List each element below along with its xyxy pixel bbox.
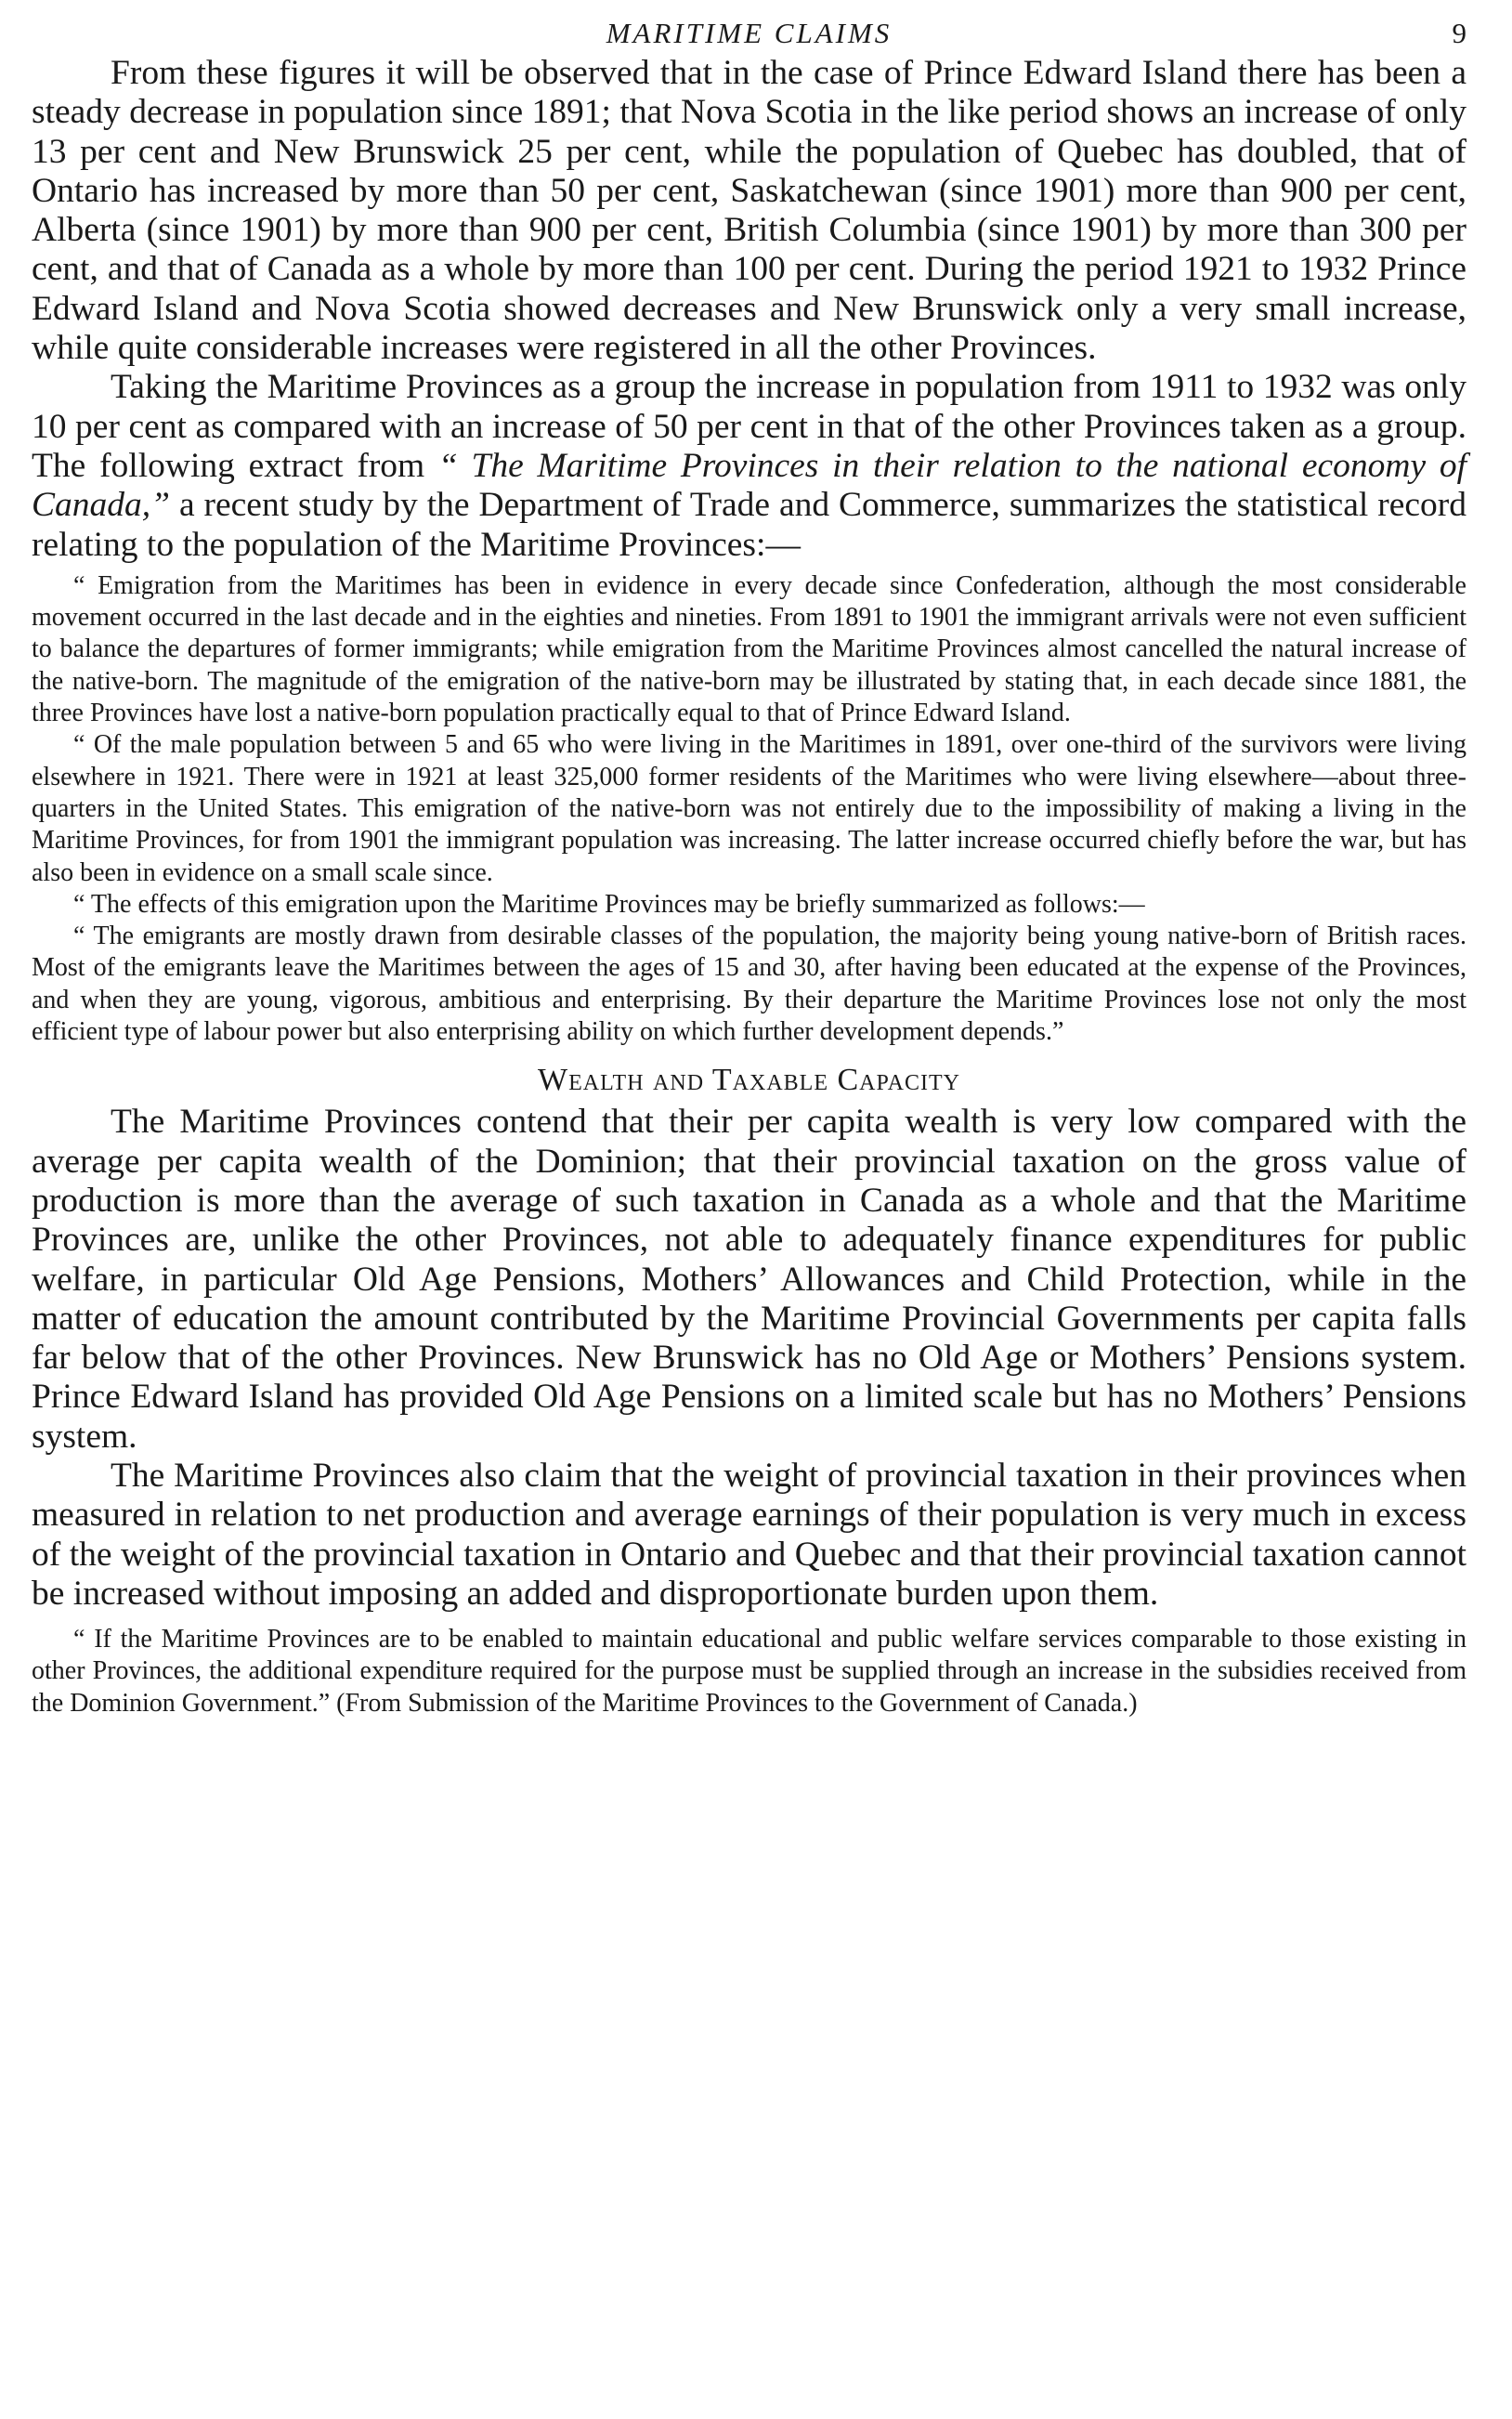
paragraph-maritime-group-increase [32, 368, 1466, 564]
document-page [32, 13, 1466, 1719]
paragraph-wealth-claims: The Maritime Provinces contend that their per capita wealth is very low compared with the average per capita wealth of the Dominion; that their provincial taxation on the gross value of production is more than the average of such taxation in Canada as a whole and that the Maritime Provinces are, unlike the other Provinces, not able to adequately finance expenditures for public welfare, in particular Old Age Pensions, Mothers’ Allowances and Child Protection, while in the matter of education the amount contributed by the Maritime Provincial Governments per capita falls far below that of the other Provinces. New Brunswick has no Old Age or Mothers’ Pensions system. Prince Edward Island has provided Old Age Pensions on a limited scale but has no Mothers’ Pensions system. [32, 1103, 1466, 1456]
quote-effects-intro: “ The effects of this emigration upon the Maritime Provinces may be briefly summarized as follows:— [73, 889, 1145, 919]
quote-male-population: “ Of the male population between 5 and 65 who were living in the Maritimes in 1891, over one-third of the survivors were living elsewhere in 1921. There were in 1921 at least 325,000 former residents of the Maritimes who were living elsewhere—about three-quarters in the United States. This emigration of the native-born was not entirely due to the impossibility of making a living in the Maritime Provinces, for from 1901 the immigrant population was increasing. The latter increase occurred chiefly before the war, but has also been in evidence on a small scale since. [32, 730, 1466, 887]
paragraph-taxation-claims: The Maritime Provinces also claim that the weight of provincial taxation in their provinces when measured in relation to net production and average earnings of their population is very much in excess of the weight of the provincial taxation in Ontario and Quebec and that their provincial taxation cannot be increased without imposing an added and disproportionate burden upon them. [32, 1456, 1466, 1613]
study-title: “ The Maritime Provinces in their relation to the national economy of Canada,” [32, 446, 1467, 525]
quote-emigrant-classes: “ The emigrants are mostly drawn from desirable classes of the population, the majority being young native-born of British races. Most of the emigrants leave the Maritimes between the ages of 15 and 30, after having been educated at the expense of the Provinces, and when they are young, vigorous, ambitious and enterprising. By their departure the Maritime Provinces lose not only the most efficient type of labour power but also enterprising ability on which further development depends.” [32, 922, 1466, 1047]
paragraph-text: a recent study by the Department of Trade and Commerce, summarizes the statistical record relating to the population of the Maritime Provinces:— [32, 486, 1466, 564]
page-number: 9 [1452, 17, 1466, 49]
paragraph-population-figures: From these figures it will be observed that in the case of Prince Edward Island there has been a steady decrease in population since 1891; that Nova Scotia in the like period shows an increase of only 13 per cent and New Brunswick 25 per cent, while the population of Quebec has doubled, that of Ontario has increased by more than 50 per cent, Saskatchewan (since 1901) more than 900 per cent, Alberta (since 1901) by more than 900 per cent, British Columbia (since 1901) by more than 300 per cent, and that of Canada as a whole by more than 100 per cent. During the period 1921 to 1932 Prince Edward Island and Nova Scotia showed decreases and New Brunswick only a very small increase, while quite considerable increases were registered in all the other Provinces. [32, 54, 1466, 368]
page-header [32, 13, 1466, 54]
paragraph-text: Taking the Maritime Provinces as a group the increase in population from 1911 to 1932 was only 10 per cent as compared with an increase of 50 per cent in that of the other Provinces taken as a group. The following extract from [32, 368, 1466, 485]
running-head: MARITIME CLAIMS [606, 17, 893, 49]
quote-submission: “ If the Maritime Provinces are to be enabled to maintain educational and public welfare services comparable to those existing in other Provinces, the additional expenditure required for the purpose must be supplied through an increase in the subsidies received from the Dominion Government.” (From Submission of the Maritime Provinces to the Government of Canada.) [32, 1625, 1466, 1718]
quote-emigration-history: “ Emigration from the Maritimes has been in evidence in every decade since Confederation, although the most considerable movement occurred in the last decade and in the eighties and nineties. From 1891 to 1901 the immigrant arrivals were not even sufficient to balance the departures of former immigrants; while emigration from the Maritime Provinces almost cancelled the natural increase of the native-born. The magnitude of the emigration of the native-born may be illustrated by stating that, in each decade since 1881, the three Provinces have lost a native-born population practically equal to that of Prince Edward Island. [32, 570, 1466, 728]
section-heading: Wealth and Taxable Capacity [538, 1063, 960, 1098]
